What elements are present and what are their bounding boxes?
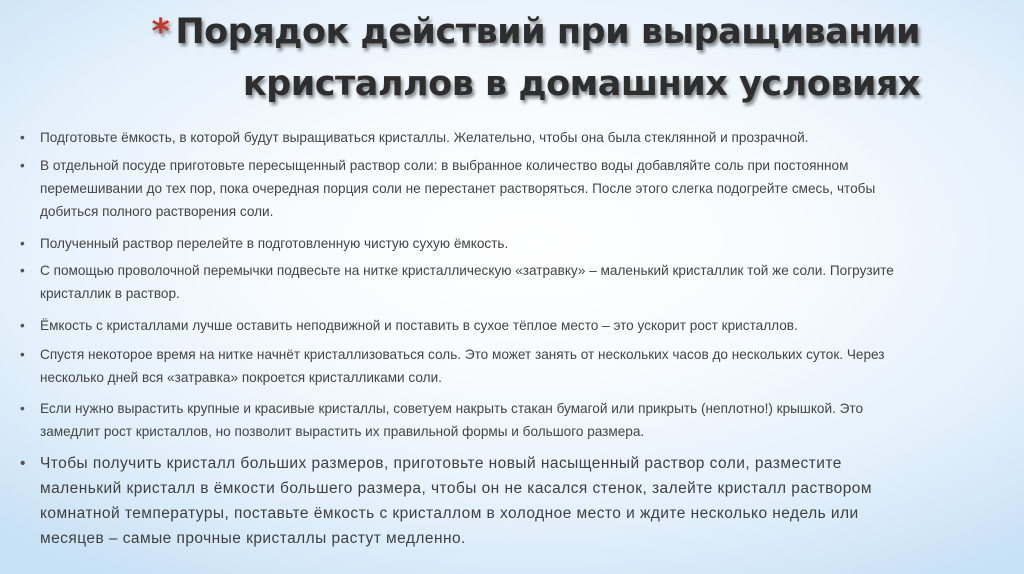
title-text: Порядок действий при выращивании кристаллов в домашних условиях bbox=[175, 12, 920, 104]
bullet-item bbox=[20, 314, 920, 337]
bullet-dot-icon: • bbox=[20, 347, 25, 362]
bullet-item bbox=[20, 154, 920, 223]
bullet-text: В отдельной посуде приготовьте пересыщенный раствор соли: в выбранное количество воды добавляйте соль при постоянном перемешивании до тех пор, пока очередная порция соли не перестанет растворяться. После этого слегка подогрейте смесь, чтобы добиться полного растворения соли. bbox=[40, 158, 876, 219]
bullet-dot-icon: • bbox=[20, 318, 25, 333]
slide-title bbox=[60, 6, 920, 110]
bullet-item bbox=[20, 397, 920, 443]
bullet-text: Полученный раствор перелейте в подготовленную чистую сухую ёмкость. bbox=[40, 236, 509, 251]
bullet-text: Ёмкость с кристаллами лучше оставить неподвижной и поставить в сухое тёплое место – это ускорит рост кристаллов. bbox=[40, 318, 798, 333]
bullet-text: Подготовьте ёмкость, в которой будут выращиваться кристаллы. Желательно, чтобы она была стеклянной и прозрачной. bbox=[40, 130, 809, 145]
bullet-item bbox=[20, 259, 920, 305]
bullet-text: Если нужно вырастить крупные и красивые кристаллы, советуем накрыть стакан бумагой или прикрыть (неплотно!) крышкой. Это замедлит рост кристаллов, но позволит вырастить их правильной формы и большого размера. bbox=[40, 401, 864, 439]
bullet-dot-icon: • bbox=[20, 130, 25, 145]
bullet-dot-icon: • bbox=[20, 158, 25, 173]
bullet-item bbox=[20, 232, 920, 255]
bullet-dot-icon: • bbox=[20, 455, 26, 472]
bullet-item bbox=[20, 451, 900, 551]
bullet-dot-icon: • bbox=[20, 263, 25, 278]
title-star-marker: * bbox=[151, 12, 170, 52]
bullet-list bbox=[20, 126, 920, 551]
bullet-text: С помощью проволочной перемычки подвесьте на нитке кристаллическую «затравку» – маленький кристаллик той же соли. Погрузите кристаллик в раствор. bbox=[40, 263, 894, 301]
bullet-item bbox=[20, 343, 920, 389]
bullet-item bbox=[20, 126, 920, 149]
bullet-dot-icon: • bbox=[20, 236, 25, 251]
bullet-text: Спустя некоторое время на нитке начнёт кристаллизоваться соль. Это может занять от нескольких часов до нескольких суток. Через несколько дней вся «затравка» покроется кристалликами соли. bbox=[40, 347, 885, 385]
bullet-text: Чтобы получить кристалл больших размеров, приготовьте новый насыщенный раствор соли, разместите маленький кристалл в ёмкости большего размера, чтобы он не касался стенок, залейте кристалл раствором комнатной температуры, поставьте ёмкость с кристаллом в холодное место и ждите несколько недель или месяцев – самые прочные кристаллы растут медленно. bbox=[40, 455, 872, 547]
bullet-dot-icon: • bbox=[20, 401, 25, 416]
